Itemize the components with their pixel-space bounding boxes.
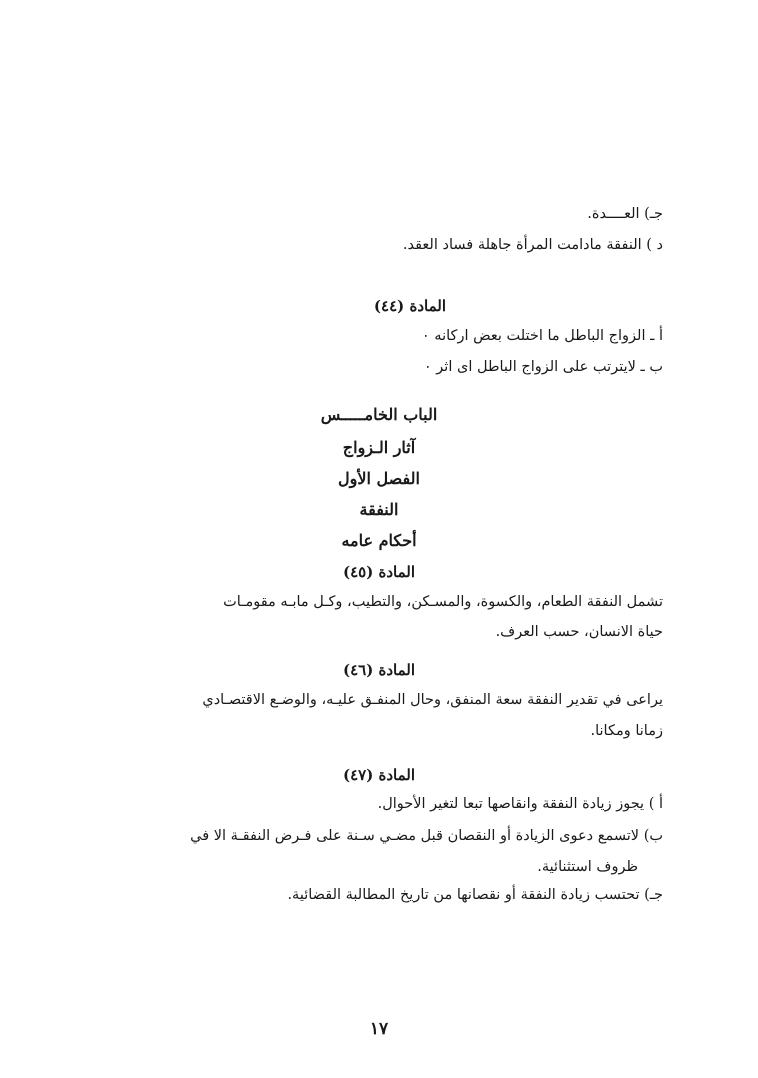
article-47-item-b-line-2: ظروف استثنائية. xyxy=(537,859,638,875)
article-47-item-b-line-1: ب) لاتسمع دعوى الزيادة أو النقصان قبل مضـي سـنة على فـرض النفقـة الا في xyxy=(190,828,663,844)
section-subtitle: النفقة xyxy=(359,500,399,519)
article-44-item-b: ب ـ لايترتب على الزواج الباطل اى اثر ۰ xyxy=(423,359,663,375)
item-dal: د ) النفقة مادامت المرأة جاهلة فساد العقد. xyxy=(402,237,663,253)
article-44-item-a: أ ـ الزواج الباطل ما اختلت بعض اركانه ۰ xyxy=(421,328,663,344)
page-number: ١٧ xyxy=(369,1019,389,1039)
article-44-title: المادة (٤٤) xyxy=(373,297,446,315)
article-46-line-1: يراعى في تقدير النفقة سعة المنفق، وحال المنفـق عليـه، والوضـع الاقتصـادي xyxy=(202,692,663,708)
article-47-item-c: جـ) تحتسب زيادة النفقة أو نقصانها من تاريخ المطالبة القضائية. xyxy=(287,887,663,903)
item-jim: جـ) العــــدة. xyxy=(587,206,663,222)
chapter-title: الباب الخامـــــس xyxy=(320,405,438,424)
article-45-line-1: تشمل النفقة الطعام، والكسوة، والمسـكن، والتطيب، وكـل مابـه مقومـات xyxy=(223,594,663,610)
general-provisions-title: أحكام عامه xyxy=(341,531,417,550)
chapter-subtitle: آثار الـزواج xyxy=(342,438,416,457)
article-46-line-2: زمانا ومكانا. xyxy=(590,723,663,739)
article-45-line-2: حياة الانسان، حسب العرف. xyxy=(495,624,663,640)
section-title: الفصل الأول xyxy=(338,469,420,488)
article-47-item-a: أ ) يجوز زيادة النفقة وانقاصها تبعا لتغير الأحوال. xyxy=(377,796,663,812)
article-47-title: المادة (٤٧) xyxy=(342,766,416,784)
article-46-title: المادة (٤٦) xyxy=(342,661,416,679)
article-45-title: المادة (٤٥) xyxy=(342,563,416,581)
